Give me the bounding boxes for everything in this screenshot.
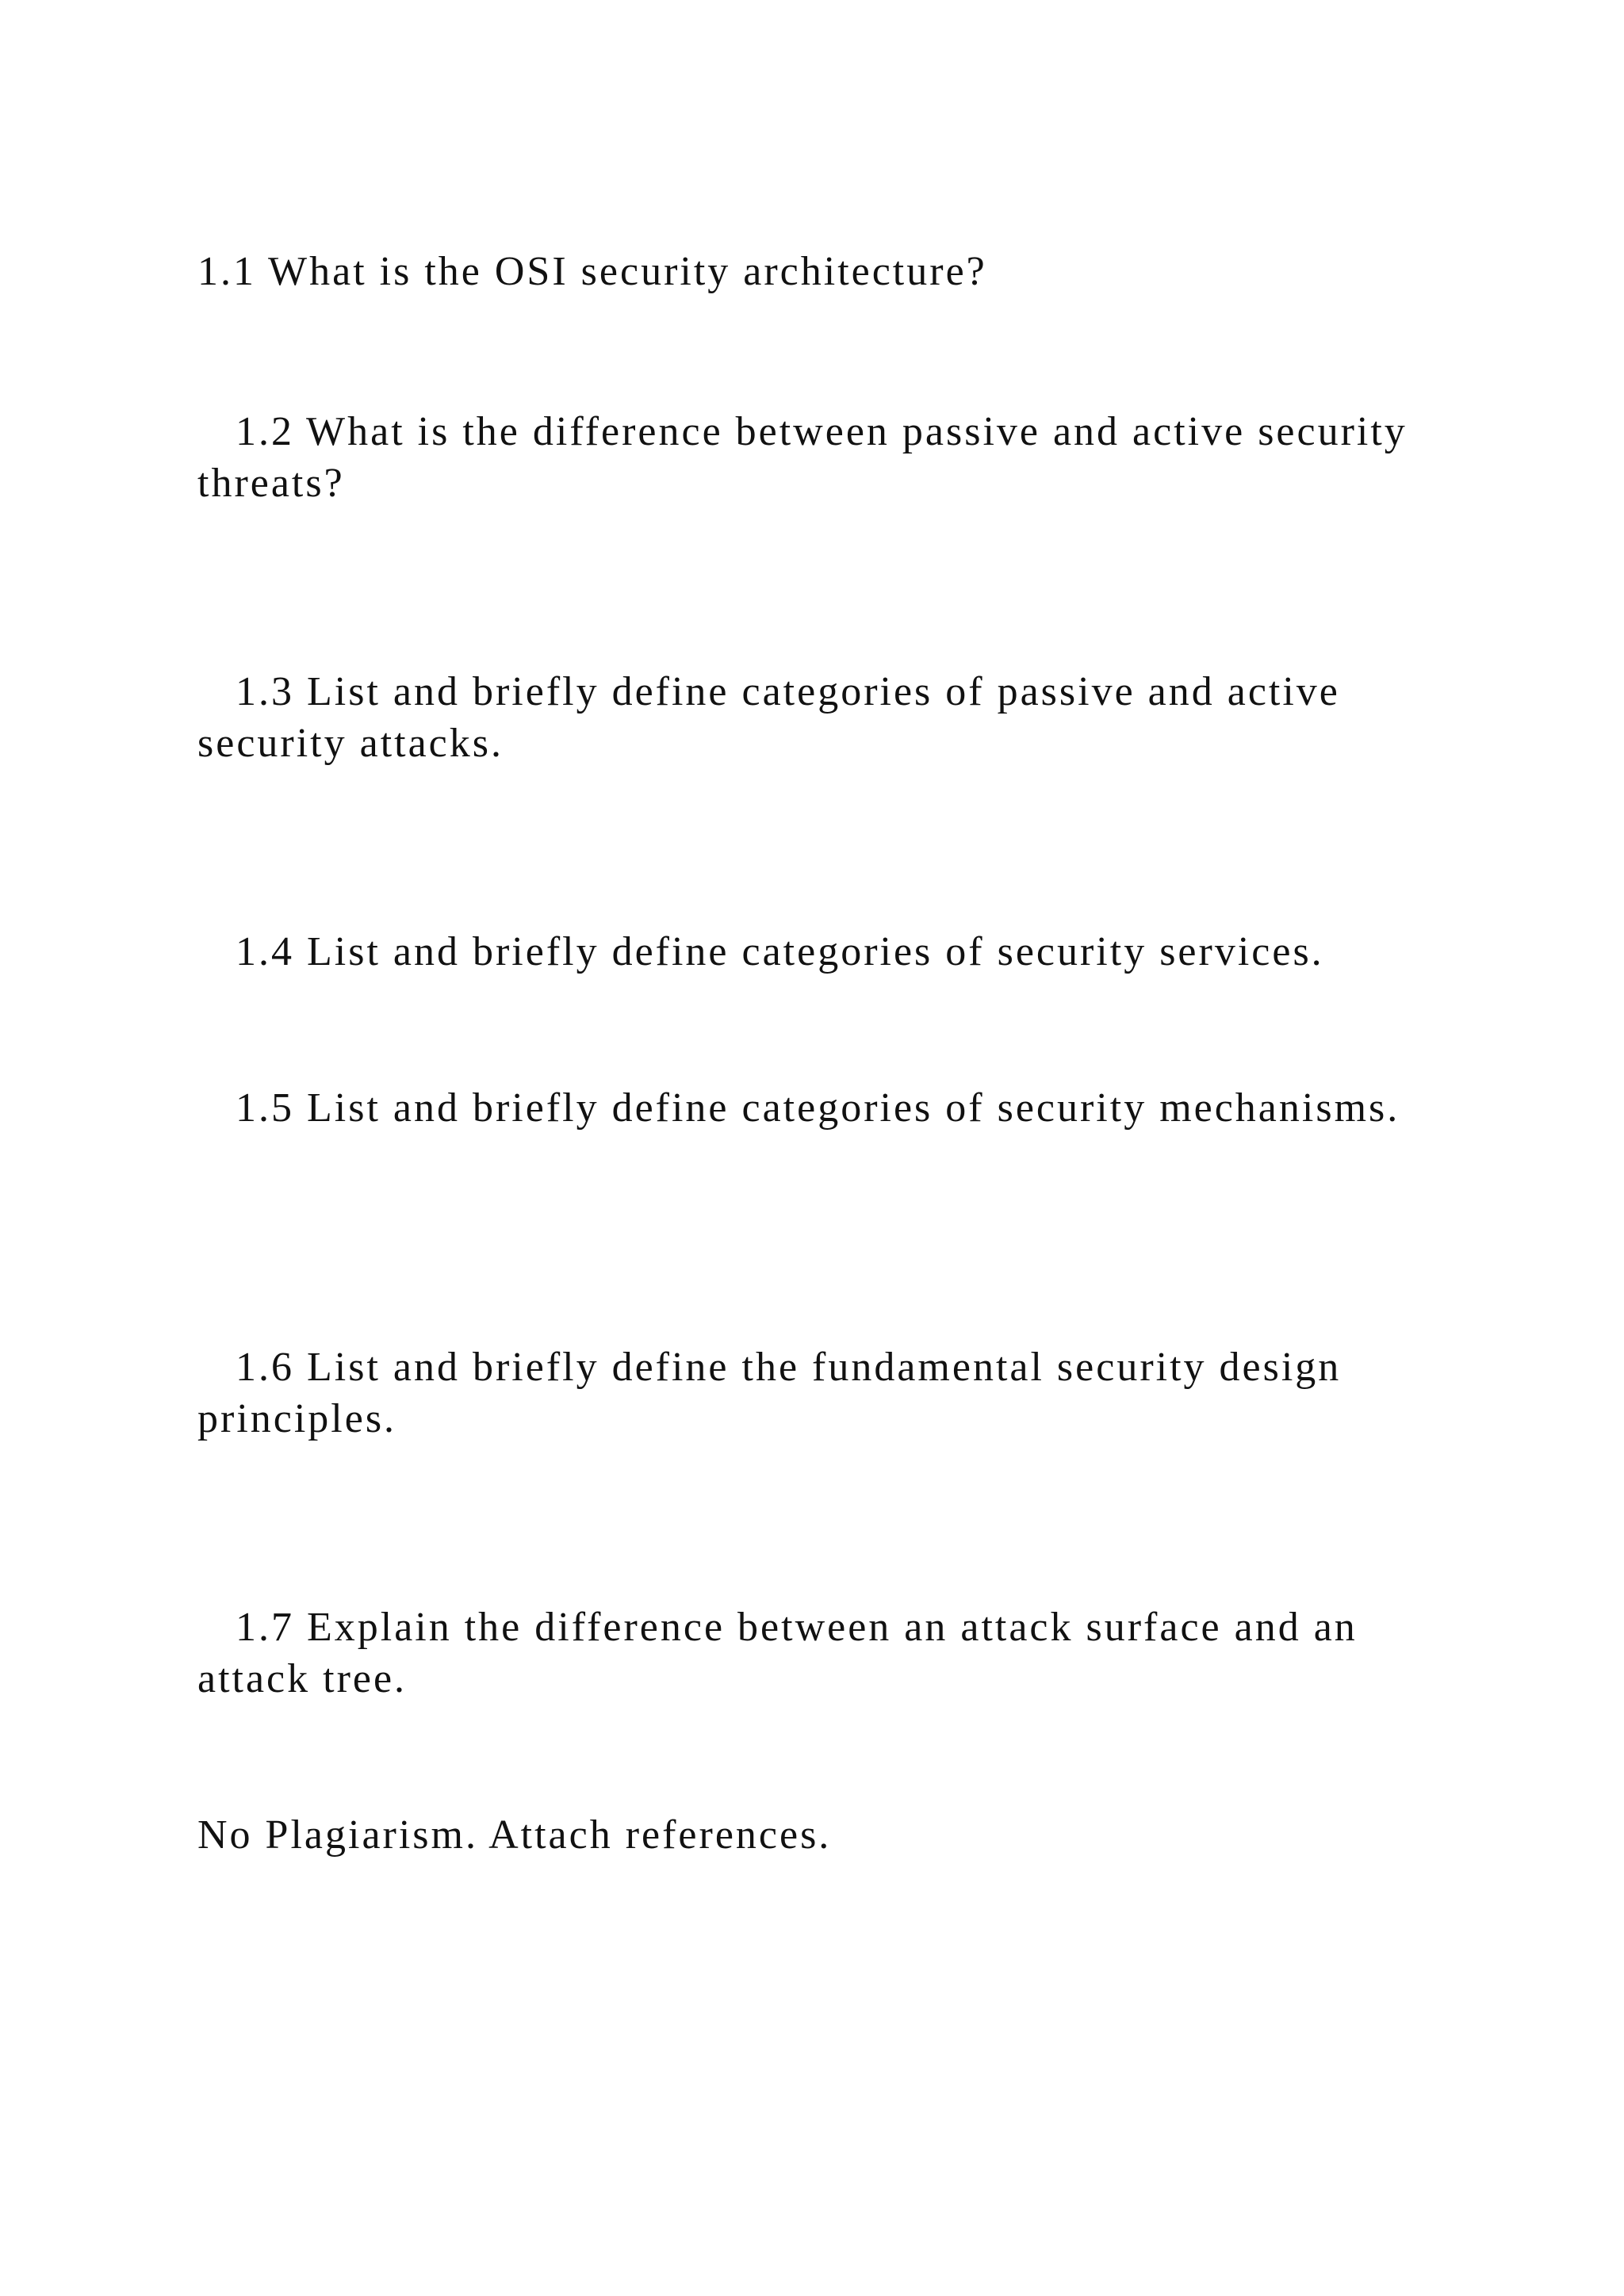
question-1-2: 1.2 What is the difference between passive and active security threats? [197,409,1420,506]
question-1-6: 1.6 List and briefly define the fundamental security design principles. [197,1345,1354,1441]
question-1-7: 1.7 Explain the difference between an attack surface and an attack tree. [197,1605,1370,1701]
question-1-4: 1.4 List and briefly define categories of security services. [197,929,1324,974]
question-1-3: 1.3 List and briefly define categories of passive and active security attacks. [197,669,1353,766]
question-1-5: 1.5 List and briefly define categories of security mechanisms. [197,1085,1400,1131]
plagiarism-note: No Plagiarism. Attach references. [197,1812,832,1858]
question-1-1: 1.1 What is the OSI security architecture? [197,249,987,294]
